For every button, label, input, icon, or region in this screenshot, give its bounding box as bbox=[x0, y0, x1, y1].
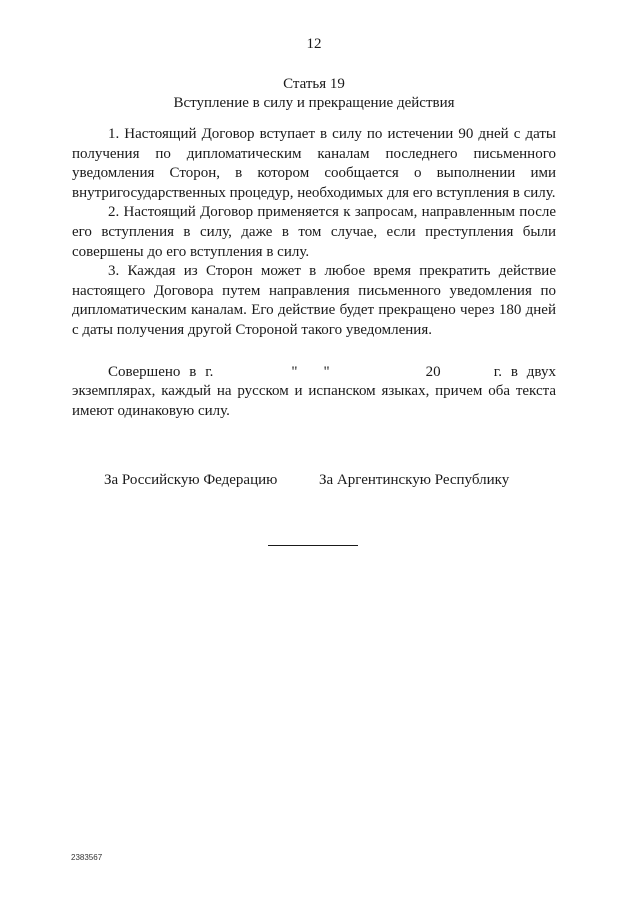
done-at-paragraph bbox=[72, 363, 556, 422]
done-quote-close: " bbox=[323, 363, 330, 380]
page-number: 12 bbox=[306, 36, 322, 52]
article-heading bbox=[0, 75, 628, 113]
paragraph-2: 2. Настоящий Договор применяется к запросам, направленным после его вступления в силу, даже в том случае, если преступления были совершены до его вступления в силу. bbox=[72, 204, 556, 260]
paragraph-1: 1. Настоящий Договор вступает в силу по истечении 90 дней с даты получения по дипломатическим каналам последнего письменного уведомления Сторон, в котором сообщается о выполнении ими внутригосударственных процедур, необходимых для его вступления в силу. bbox=[72, 126, 556, 201]
paragraph-3: 3. Каждая из Сторон может в любое время прекратить действие настоящего Договора путем направления письменного уведомления по дипломатическим каналам. Его действие будет прекращено через 180 дней с даты получения другой Стороной такого уведомления. bbox=[72, 263, 556, 338]
done-year: 20 bbox=[425, 363, 441, 380]
end-rule bbox=[268, 545, 358, 546]
signature-russia: За Российскую Федерацию bbox=[104, 472, 278, 488]
done-suffix: г. в двух экземплярах, каждый на русском и испанском языках, причем оба текста имеют одинаковую силу. bbox=[72, 363, 557, 419]
signature-block bbox=[0, 464, 640, 488]
done-quote-open: " bbox=[291, 363, 298, 380]
signature-argentina: За Аргентинскую Республику bbox=[319, 472, 510, 488]
article-title: Вступление в силу и прекращение действия bbox=[173, 95, 455, 111]
article-body bbox=[72, 125, 556, 421]
article-number: Статья 19 bbox=[283, 76, 345, 92]
document-code: 2383567 bbox=[71, 853, 103, 862]
done-prefix: Совершено в г. bbox=[108, 363, 214, 380]
